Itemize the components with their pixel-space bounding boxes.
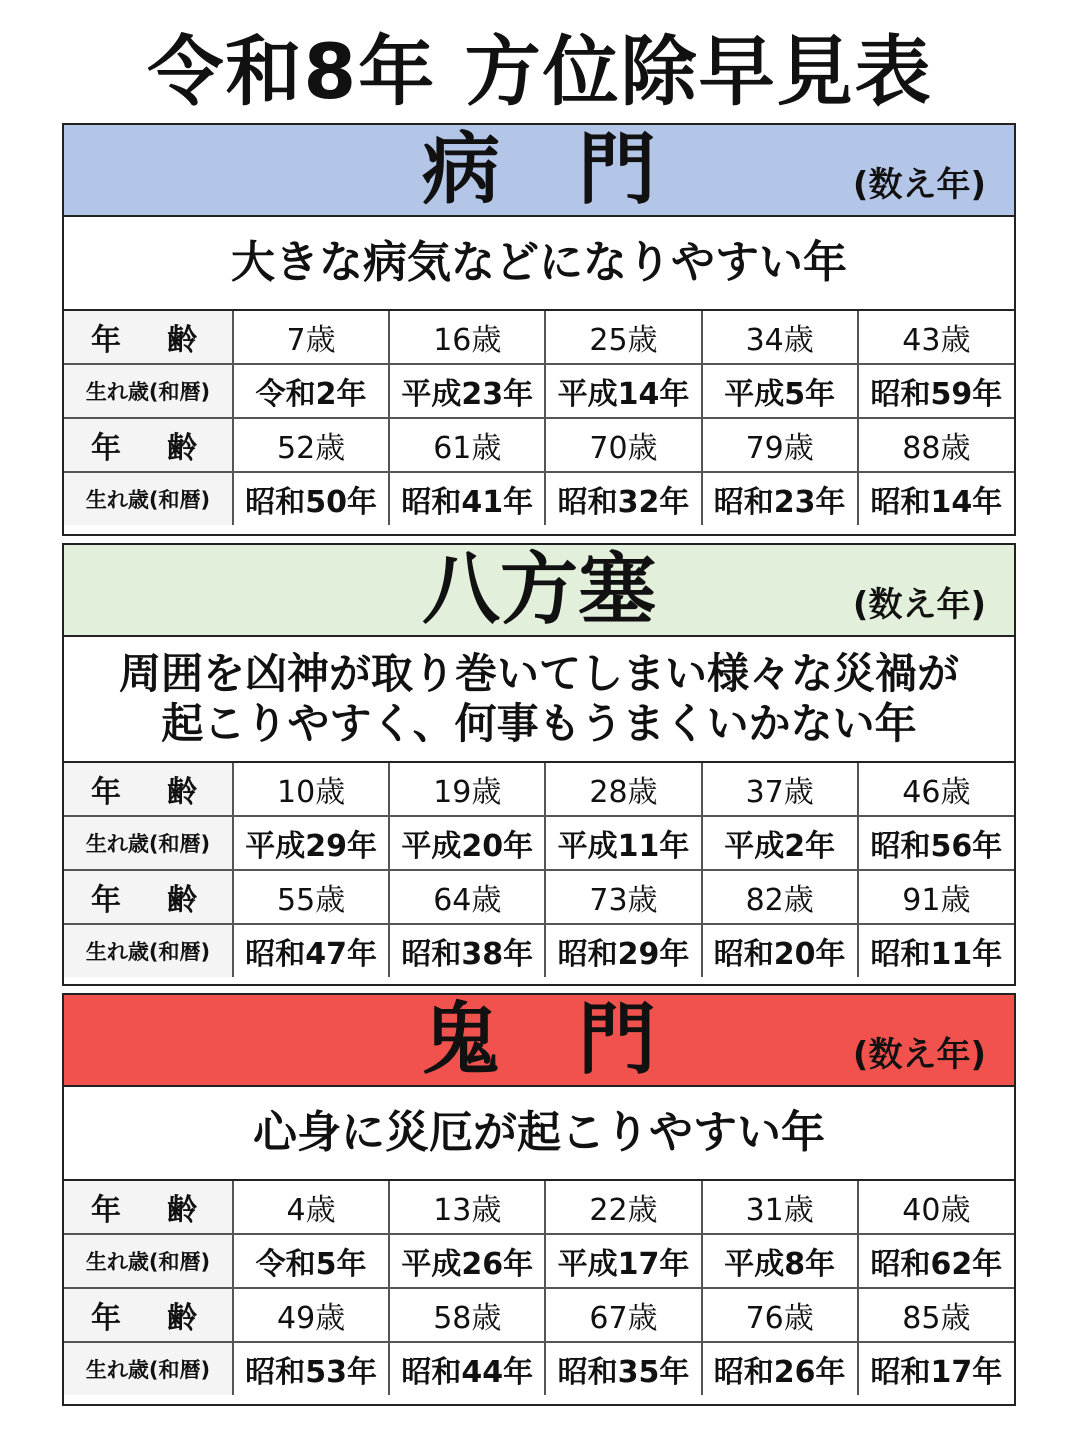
row-label: 年 齢 — [64, 870, 233, 924]
description-line: 周囲を凶神が取り巻いてしまい様々な災禍が — [118, 649, 959, 698]
table-row — [64, 1342, 1014, 1395]
table-cell: 52歳 — [233, 418, 389, 472]
table-cell: 昭和29年 — [545, 924, 701, 977]
table-cell: 昭和56年 — [858, 816, 1014, 870]
section-name: 病 門 — [421, 124, 656, 215]
table-cell: 平成11年 — [545, 816, 701, 870]
table-cell: 令和2年 — [233, 364, 389, 418]
table-cell: 平成5年 — [702, 364, 858, 418]
table-row — [64, 763, 1014, 816]
table-cell: 昭和50年 — [233, 472, 389, 525]
section-header — [64, 545, 1014, 637]
row-label: 生れ歳(和暦) — [64, 472, 233, 525]
chart-happofusagari — [62, 543, 1016, 986]
table-cell: 37歳 — [702, 763, 858, 816]
section-description — [64, 1087, 1014, 1181]
table-row — [64, 1288, 1014, 1342]
chart-byomon — [62, 123, 1016, 536]
table-cell: 昭和35年 — [545, 1342, 701, 1395]
table-cell: 58歳 — [389, 1288, 545, 1342]
table-row — [64, 1234, 1014, 1288]
table-cell: 67歳 — [545, 1288, 701, 1342]
table-cell: 令和5年 — [233, 1234, 389, 1288]
table-cell: 55歳 — [233, 870, 389, 924]
table-cell: 64歳 — [389, 870, 545, 924]
age-table — [64, 1181, 1014, 1395]
table-cell: 昭和41年 — [389, 472, 545, 525]
table-cell: 82歳 — [702, 870, 858, 924]
table-cell: 昭和17年 — [858, 1342, 1014, 1395]
table-cell: 79歳 — [702, 418, 858, 472]
table-cell: 昭和44年 — [389, 1342, 545, 1395]
table-cell: 昭和53年 — [233, 1342, 389, 1395]
row-label: 生れ歳(和暦) — [64, 1342, 233, 1395]
table-cell: 61歳 — [389, 418, 545, 472]
table-cell: 19歳 — [389, 763, 545, 816]
table-row — [64, 311, 1014, 364]
table-cell: 13歳 — [389, 1181, 545, 1234]
table-row — [64, 418, 1014, 472]
section-name: 八方塞 — [421, 544, 656, 635]
table-cell: 平成17年 — [545, 1234, 701, 1288]
table-cell: 25歳 — [545, 311, 701, 364]
table-cell: 平成23年 — [389, 364, 545, 418]
table-cell: 76歳 — [702, 1288, 858, 1342]
table-cell: 昭和62年 — [858, 1234, 1014, 1288]
table-cell: 平成26年 — [389, 1234, 545, 1288]
table-cell: 平成2年 — [702, 816, 858, 870]
table-cell: 16歳 — [389, 311, 545, 364]
description-line: 大きな病気などになりやすい年 — [231, 237, 847, 288]
chart-kimon — [62, 993, 1016, 1406]
table-cell: 91歳 — [858, 870, 1014, 924]
table-cell: 43歳 — [858, 311, 1014, 364]
table-cell: 4歳 — [233, 1181, 389, 1234]
row-label: 生れ歳(和暦) — [64, 1234, 233, 1288]
age-table — [64, 763, 1014, 977]
section-name: 鬼 門 — [421, 994, 656, 1085]
table-cell: 平成29年 — [233, 816, 389, 870]
table-row — [64, 364, 1014, 418]
row-label: 生れ歳(和暦) — [64, 924, 233, 977]
table-cell: 73歳 — [545, 870, 701, 924]
table-cell: 70歳 — [545, 418, 701, 472]
table-cell: 7歳 — [233, 311, 389, 364]
table-row — [64, 1181, 1014, 1234]
section-description — [64, 637, 1014, 763]
table-cell: 34歳 — [702, 311, 858, 364]
section-header — [64, 995, 1014, 1087]
section-note: (数え年) — [852, 585, 986, 625]
table-cell: 昭和20年 — [702, 924, 858, 977]
table-cell: 昭和59年 — [858, 364, 1014, 418]
section-note: (数え年) — [852, 1035, 986, 1075]
table-row — [64, 924, 1014, 977]
table-cell: 昭和47年 — [233, 924, 389, 977]
row-label: 年 齢 — [64, 311, 233, 364]
table-cell: 昭和26年 — [702, 1342, 858, 1395]
table-row — [64, 816, 1014, 870]
table-cell: 平成20年 — [389, 816, 545, 870]
table-row — [64, 472, 1014, 525]
table-cell: 49歳 — [233, 1288, 389, 1342]
row-label: 年 齢 — [64, 763, 233, 816]
section-note: (数え年) — [852, 165, 986, 205]
section-description — [64, 217, 1014, 311]
table-cell: 平成8年 — [702, 1234, 858, 1288]
description-line: 起こりやすく、何事もうまくいかない年 — [161, 699, 917, 748]
table-cell: 31歳 — [702, 1181, 858, 1234]
section-header — [64, 125, 1014, 217]
description-line: 心身に災厄が起こりやすい年 — [253, 1107, 825, 1158]
table-cell: 40歳 — [858, 1181, 1014, 1234]
table-cell: 昭和14年 — [858, 472, 1014, 525]
table-cell: 85歳 — [858, 1288, 1014, 1342]
table-cell: 昭和23年 — [702, 472, 858, 525]
row-label: 年 齢 — [64, 1181, 233, 1234]
table-cell: 22歳 — [545, 1181, 701, 1234]
table-cell: 昭和11年 — [858, 924, 1014, 977]
table-cell: 昭和38年 — [389, 924, 545, 977]
table-row — [64, 870, 1014, 924]
table-cell: 昭和32年 — [545, 472, 701, 525]
row-label: 年 齢 — [64, 418, 233, 472]
table-cell: 平成14年 — [545, 364, 701, 418]
row-label: 生れ歳(和暦) — [64, 364, 233, 418]
page-title: 令和8年 方位除早見表 — [147, 27, 933, 116]
table-cell: 10歳 — [233, 763, 389, 816]
age-table — [64, 311, 1014, 525]
row-label: 年 齢 — [64, 1288, 233, 1342]
table-cell: 28歳 — [545, 763, 701, 816]
table-cell: 46歳 — [858, 763, 1014, 816]
table-cell: 88歳 — [858, 418, 1014, 472]
row-label: 生れ歳(和暦) — [64, 816, 233, 870]
